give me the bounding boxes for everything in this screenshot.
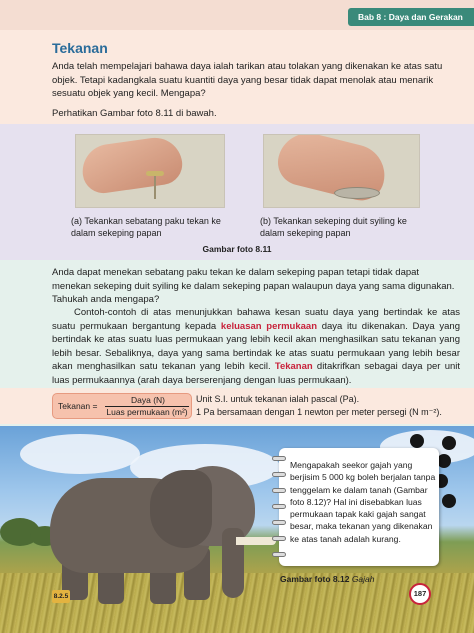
elephant-tusk bbox=[236, 537, 276, 545]
standard-code-badge: 8.2.5 bbox=[52, 590, 70, 603]
paw-print-icon bbox=[442, 436, 456, 450]
formula-numerator: Daya (N) bbox=[130, 395, 165, 405]
body-paragraph-2: Contoh-contoh di atas menunjukkan bahawa kesan suatu daya yang bertindak ke atas suatu permukaan bergantung kepada keluasan permukaan daya itu dikenakan. Daya yang bertindak ke atas suatu luas permukaan yang lebih kecil akan menghasilkan satu tekanan yang lebih besar. Sebaliknya, daya yang sama bertindak ke atas suatu permukaan yang lebih besar akan menghasilkan satu tekanan yang lebih kecil. Tekanan ditakrifkan sebagai daya per unit luas permukaannya (arah daya berserenjang dengan luas permukaan). bbox=[52, 307, 461, 386]
paw-print-icon bbox=[410, 434, 424, 448]
intro-paragraph: Anda telah mempelajari bahawa daya ialah tarikan atau tolakan yang dikenakan ke atas satu objek. Tetapi kadangkala suatu kuantiti daya yang besar tidak dapat menolak atau menarik sesuatu objek yang kecil. Mengapa? bbox=[52, 61, 443, 100]
look-instruction: Perhatikan Gambar foto 8.11 di bawah. bbox=[52, 108, 217, 119]
elephant-ear bbox=[150, 470, 212, 548]
figure-8-11-title: Gambar foto 8.11 bbox=[202, 244, 272, 254]
spiral-ring bbox=[272, 536, 286, 541]
page-number: 187 bbox=[409, 583, 431, 605]
caption-a: (a) Tekankan sebatang paku tekan ke dalam sekeping papan bbox=[71, 216, 221, 238]
formula-denominator: Luas permukaan (m²) bbox=[106, 407, 188, 417]
spiral-ring bbox=[272, 488, 286, 493]
body-paragraph-1: Anda dapat menekan sebatang paku tekan ke dalam sekeping papan tetapi tidak dapat menekan sekeping duit syiling ke dalam sekeping papan walaupun daya yang sama digunakan. Tahukah anda mengapa? bbox=[52, 267, 455, 306]
spiral-ring bbox=[272, 504, 286, 509]
paw-print-icon bbox=[437, 454, 451, 468]
photo-thumbtack bbox=[75, 134, 225, 208]
section-title: Tekanan bbox=[52, 40, 108, 56]
chapter-tab: Bab 8 : Daya dan Gerakan bbox=[348, 8, 474, 26]
spiral-ring bbox=[272, 472, 286, 477]
unit-note: Unit S.I. untuk tekanan ialah pascal (Pa). 1 Pa bersamaan dengan 1 newton per meter persegi (N m⁻²). bbox=[196, 394, 442, 417]
figure-8-12-caption: Gambar foto 8.12 Gajah bbox=[280, 574, 375, 584]
caption-b: (b) Tekankan sekeping duit syiling ke dalam sekeping papan bbox=[260, 216, 407, 238]
spiral-ring bbox=[272, 520, 286, 525]
paw-print-icon bbox=[442, 494, 456, 508]
highlight-keluasan: keluasan permukaan bbox=[220, 320, 317, 332]
pressure-formula-box bbox=[52, 393, 192, 419]
spiral-ring bbox=[272, 456, 286, 461]
elephant-note-text: Mengapakah seekor gajah yang berjisim 5 000 kg boleh berjalan tanpa tenggelam ke dalam tanah (Gambar foto 8.12)? Hal ini disebabkan luas permukaan tapak kaki gajah sangat besar, maka tekanan yang dikenakan ke atas tanah adalah kurang. bbox=[290, 460, 436, 544]
formula-label: Tekanan = bbox=[58, 401, 98, 411]
highlight-tekanan: Tekanan bbox=[274, 361, 313, 373]
photo-coin bbox=[263, 134, 420, 208]
page-header bbox=[0, 0, 474, 30]
spiral-ring bbox=[272, 552, 286, 557]
